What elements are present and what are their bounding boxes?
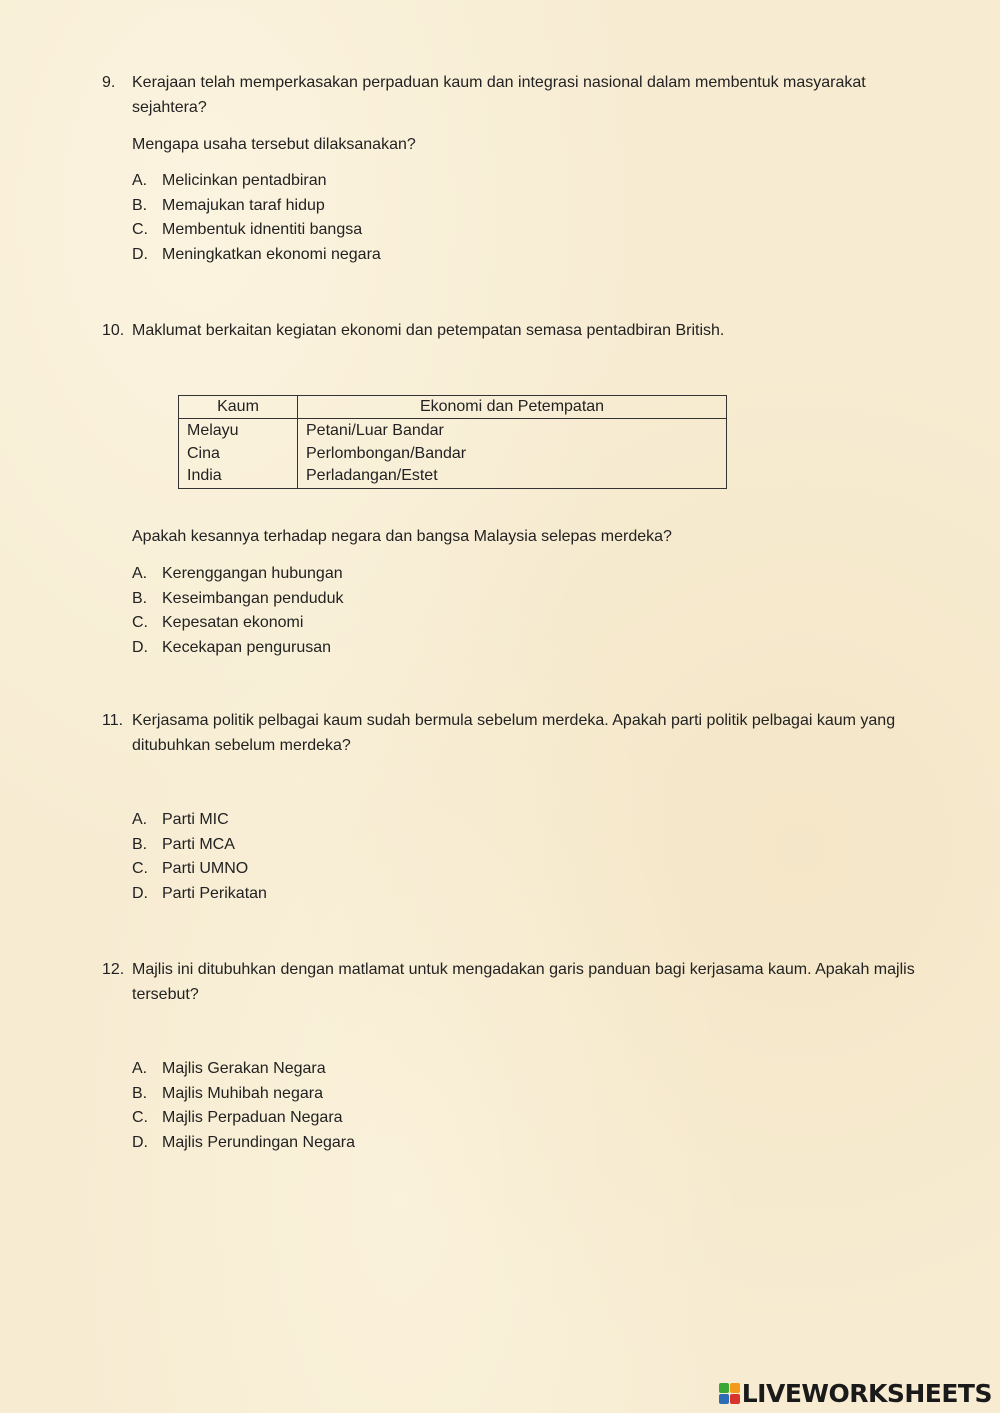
table-row (179, 419, 727, 489)
question-9 (102, 70, 922, 267)
option-c[interactable]: C. Kepesatan ekonomi (132, 614, 304, 631)
options-list (102, 1057, 922, 1155)
option-a[interactable]: A. Kerenggangan hubungan (132, 565, 343, 582)
options-list (102, 808, 922, 906)
question-number: 10. (102, 322, 125, 339)
table-header-row (179, 396, 727, 419)
table-header: Kaum (179, 396, 298, 419)
logo-text: LIVEWORKSHEETS (741, 1378, 992, 1408)
question-number: 9. (102, 74, 116, 91)
table-cell-ekonomi: Petani/Luar Bandar Perlombongan/Bandar Perladangan/Estet (298, 419, 727, 489)
sub-question: Mengapa usaha tersebut dilaksanakan? (132, 136, 416, 153)
option-a[interactable]: A. Melicinkan pentadbiran (132, 172, 327, 189)
question-10 (102, 318, 922, 343)
option-c[interactable]: C. Parti UMNO (132, 860, 249, 877)
question-text: Maklumat berkaitan kegiatan ekonomi dan petempatan semasa pentadbiran British. (132, 322, 725, 339)
option-b[interactable]: B. Keseimbangan penduduk (132, 589, 344, 607)
sub-question: Apakah kesannya terhadap negara dan bangsa Malaysia selepas merdeka? (132, 528, 672, 545)
option-d[interactable]: D. Majlis Perundingan Negara (132, 1133, 355, 1151)
question-number: 11. (102, 712, 124, 729)
options-list (102, 562, 922, 660)
question-11 (102, 708, 922, 906)
table-header: Ekonomi dan Petempatan (298, 396, 727, 419)
option-b[interactable]: B. Parti MCA (132, 835, 235, 853)
question-number: 12. (102, 961, 125, 978)
option-c[interactable]: C. Majlis Perpaduan Negara (132, 1109, 343, 1126)
option-c[interactable]: C. Membentuk idnentiti bangsa (132, 221, 363, 238)
option-b[interactable]: B. Majlis Muhibah negara (132, 1084, 323, 1102)
question-text: Majlis ini ditubuhkan dengan matlamat untuk mengadakan garis panduan bagi kerjasama kaum. Apakah majlis tersebut? (132, 961, 915, 1003)
option-a[interactable]: A. Parti MIC (132, 811, 229, 828)
question-10-continued (102, 524, 922, 660)
question-12 (102, 957, 922, 1155)
option-b[interactable]: B. Memajukan taraf hidup (132, 196, 325, 214)
option-a[interactable]: A. Majlis Gerakan Negara (132, 1060, 326, 1077)
question-text: Kerajaan telah memperkasakan perpaduan kaum dan integrasi nasional dalam membentuk masyarakat sejahtera? (132, 74, 866, 116)
economy-settlement-table (178, 395, 727, 489)
liveworksheets-logo-icon (719, 1383, 740, 1404)
liveworksheets-logo[interactable] (719, 1379, 992, 1407)
option-d[interactable]: D. Parti Perikatan (132, 884, 267, 902)
option-d[interactable]: D. Kecekapan pengurusan (132, 638, 332, 656)
option-d[interactable]: D. Meningkatkan ekonomi negara (132, 245, 381, 263)
table-cell-kaum: Melayu Cina India (179, 419, 298, 489)
question-text: Kerjasama politik pelbagai kaum sudah bermula sebelum merdeka. Apakah parti politik pelbagai kaum yang ditubuhkan sebelum merdeka? (132, 712, 896, 754)
options-list (102, 169, 922, 267)
